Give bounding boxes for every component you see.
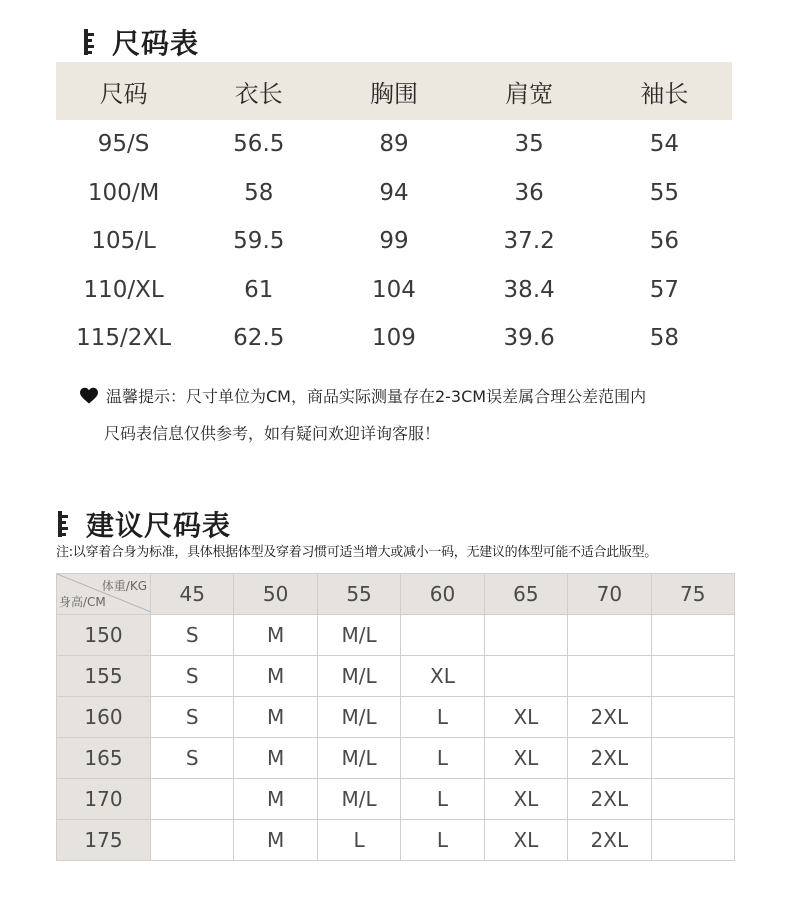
size-cell [151, 820, 234, 861]
table-cell: 59.5 [233, 228, 285, 255]
size-cell: 2XL [568, 697, 651, 738]
ruler-icon [58, 511, 72, 537]
height-axis-label: 身高/CM [59, 595, 106, 609]
table-cell: 94 [379, 179, 409, 206]
size-cell: XL [401, 656, 484, 697]
recommend-note: 注:以穿着合身为标准，具体根据体型及穿着习惯可适当增大或减小一码，无建议的体型可能不适合此版型。 [56, 545, 657, 560]
table-cell: 99 [379, 228, 409, 255]
table-row [57, 656, 735, 697]
size-cell [401, 615, 484, 656]
size-chart-table [56, 62, 732, 363]
table-cell: 39.6 [503, 325, 555, 352]
size-cell: XL [484, 820, 567, 861]
tip-line [80, 384, 646, 407]
weight-header-row [57, 574, 735, 615]
size-cell: 2XL [568, 820, 651, 861]
table-cell: 57 [649, 276, 680, 303]
size-cell: L [401, 697, 484, 738]
size-cell: M/L [317, 779, 400, 820]
table-row [57, 615, 735, 656]
size-cell: M [234, 615, 317, 656]
size-cell: M [234, 738, 317, 779]
size-cell [568, 615, 651, 656]
table-row [56, 314, 732, 363]
size-cell: M/L [317, 738, 400, 779]
weight-axis-label: 体重/KG [101, 579, 147, 593]
recommend-title: 建议尺码表 [86, 509, 232, 542]
weight-header: 60 [401, 574, 484, 615]
size-cell: S [151, 656, 234, 697]
size-cell: M/L [317, 697, 400, 738]
size-cell: XL [484, 738, 567, 779]
table-cell: 110/XL [83, 276, 164, 303]
ruler-icon [84, 29, 98, 55]
size-cell [484, 615, 567, 656]
table-row [56, 266, 732, 315]
recommend-table [56, 573, 735, 861]
size-cell [484, 656, 567, 697]
table-cell: 35 [514, 131, 544, 158]
table-cell: 58 [244, 179, 274, 206]
size-cell [651, 779, 734, 820]
size-cell: 2XL [568, 779, 651, 820]
recommend-heading [58, 504, 231, 544]
table-cell: 95/S [97, 131, 150, 158]
table-cell: 104 [372, 276, 416, 303]
height-header: 150 [57, 615, 151, 656]
height-header: 160 [57, 697, 151, 738]
height-header: 155 [57, 656, 151, 697]
height-header: 165 [57, 738, 151, 779]
table-cell: 55 [649, 179, 680, 206]
size-cell: M/L [317, 615, 400, 656]
table-cell: 38.4 [503, 276, 555, 303]
table-row [56, 217, 732, 266]
size-cell: M [234, 697, 317, 738]
size-chart-title: 尺码表 [112, 27, 200, 60]
table-cell: 56.5 [233, 131, 285, 158]
size-cell [651, 697, 734, 738]
table-cell: 100/M [87, 179, 160, 206]
table-cell: 89 [379, 131, 409, 158]
weight-header: 45 [151, 574, 234, 615]
table-row [57, 697, 735, 738]
table-row [57, 738, 735, 779]
table-cell: 61 [244, 276, 274, 303]
weight-header: 65 [484, 574, 567, 615]
size-cell: L [401, 779, 484, 820]
column-header: 肩宽 [462, 62, 597, 120]
size-chart-header-row [56, 62, 732, 120]
size-cell: M [234, 820, 317, 861]
table-cell: 36 [514, 179, 544, 206]
height-header: 170 [57, 779, 151, 820]
column-header: 衣长 [191, 62, 326, 120]
size-cell: S [151, 615, 234, 656]
weight-header: 75 [651, 574, 734, 615]
size-cell [568, 656, 651, 697]
table-cell: 37.2 [503, 228, 555, 255]
weight-header: 55 [317, 574, 400, 615]
table-row [57, 779, 735, 820]
size-cell: S [151, 697, 234, 738]
table-cell: 109 [372, 325, 416, 352]
corner-cell [57, 574, 151, 615]
table-row [57, 820, 735, 861]
tip-text: 温馨提示：尺寸单位为CM，商品实际测量存在2-3CM误差属合理公差范围内 [106, 387, 647, 406]
column-header: 袖长 [597, 62, 732, 120]
weight-header: 50 [234, 574, 317, 615]
column-header: 尺码 [56, 62, 191, 120]
tip-text-2: 尺码表信息仅供参考，如有疑问欢迎详询客服！ [104, 424, 441, 443]
size-cell: L [317, 820, 400, 861]
size-cell: L [401, 820, 484, 861]
size-cell: M [234, 779, 317, 820]
size-cell: XL [484, 779, 567, 820]
size-cell [651, 820, 734, 861]
size-cell [651, 738, 734, 779]
size-cell [651, 615, 734, 656]
heart-icon [80, 387, 98, 405]
table-cell: 56 [649, 228, 680, 255]
weight-header: 70 [568, 574, 651, 615]
table-row [56, 120, 732, 169]
size-cell [651, 656, 734, 697]
table-cell: 115/2XL [76, 325, 172, 352]
size-cell: 2XL [568, 738, 651, 779]
size-cell [151, 779, 234, 820]
size-chart-heading [84, 22, 199, 62]
table-row [56, 169, 732, 218]
table-cell: 58 [649, 325, 680, 352]
table-cell: 105/L [91, 228, 156, 255]
size-cell: S [151, 738, 234, 779]
size-cell: M [234, 656, 317, 697]
height-header: 175 [57, 820, 151, 861]
table-cell: 54 [649, 131, 680, 158]
column-header: 胸围 [326, 62, 461, 120]
table-cell: 62.5 [233, 325, 285, 352]
size-cell: L [401, 738, 484, 779]
size-cell: XL [484, 697, 567, 738]
size-cell: M/L [317, 656, 400, 697]
